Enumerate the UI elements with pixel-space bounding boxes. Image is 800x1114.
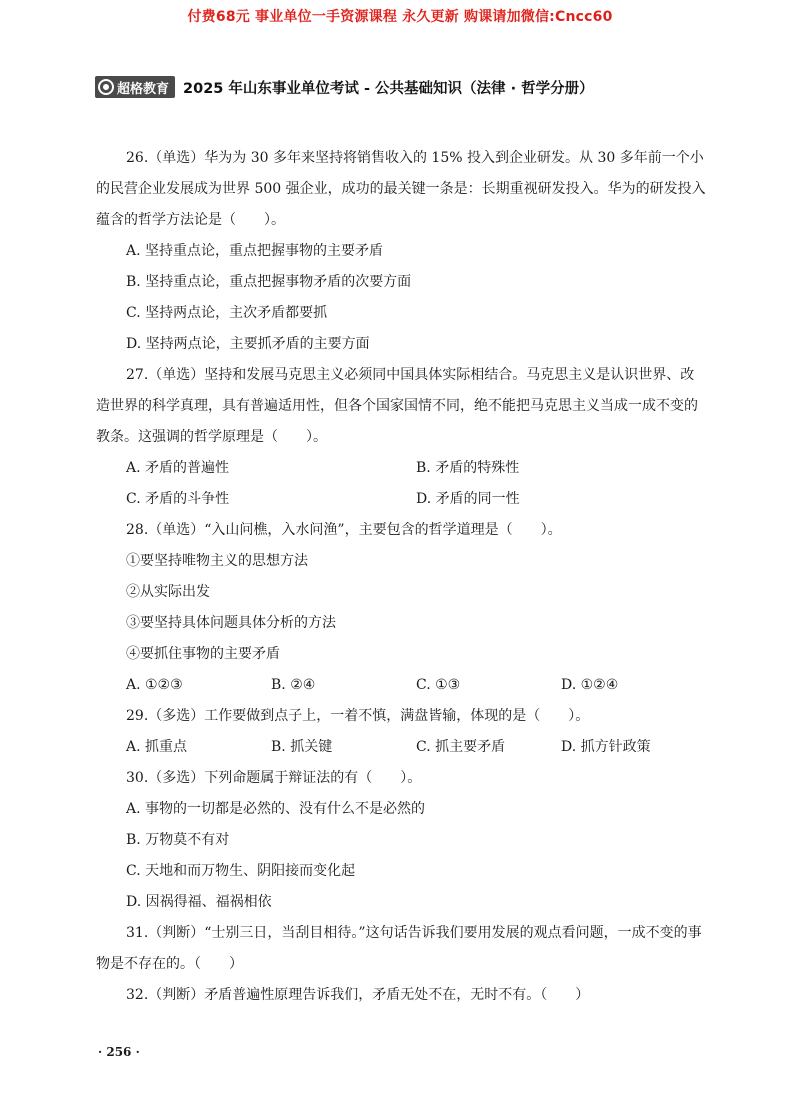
q27-options-row-2	[96, 484, 706, 515]
q28-option-a: A. ①②③	[126, 677, 183, 693]
question-26	[96, 143, 706, 236]
q28-item-3: ③要坚持具体问题具体分析的方法	[126, 615, 336, 631]
page-header	[95, 74, 594, 100]
question-28-stem: 28.（单选）“入山问樵，入水问渔”，主要包含的哲学道理是（ ）。	[126, 522, 562, 538]
q29-option-a: A. 抓重点	[126, 739, 188, 755]
q29-option-b: B. 抓关键	[271, 739, 333, 755]
q27-option-b: B. 矛盾的特殊性	[416, 460, 520, 476]
logo-text: 超格教育	[117, 81, 170, 97]
page-number: · 256 ·	[98, 1045, 140, 1059]
q26-option-a: A. 坚持重点论，重点把握事物的主要矛盾	[126, 243, 384, 259]
publisher-logo	[95, 76, 175, 98]
logo-icon	[98, 79, 114, 95]
q26-option-d: D. 坚持两点论，主要抓矛盾的主要方面	[126, 336, 370, 352]
promo-banner: 付费68元 事业单位一手资源课程 永久更新 购课请加微信:Cncc60	[187, 9, 613, 25]
q30-option-d: D. 因祸得福、福祸相依	[126, 894, 272, 910]
q29-option-c: C. 抓主要矛盾	[416, 739, 506, 755]
question-30-stem: 30.（多选）下列命题属于辩证法的有（ ）。	[126, 770, 422, 786]
q28-option-c: C. ①③	[416, 677, 461, 693]
q28-option-d: D. ①②④	[561, 677, 619, 693]
question-31-stem: 31.（判断）“士别三日，当刮目相待。”这句话告诉我们要用发展的观点看问题，一成不变的事物是不存在的。（ ）	[96, 925, 702, 972]
question-29-stem: 29.（多选）工作要做到点子上，一着不慎，满盘皆输，体现的是（ ）。	[126, 708, 590, 724]
q29-options-row	[96, 732, 706, 763]
q28-item-4: ④要抓住事物的主要矛盾	[126, 646, 280, 662]
q26-option-c: C. 坚持两点论，主次矛盾都要抓	[126, 305, 328, 321]
question-list	[96, 143, 706, 1011]
q27-option-a: A. 矛盾的普遍性	[126, 460, 230, 476]
q28-option-b: B. ②④	[271, 677, 316, 693]
q29-option-d: D. 抓方针政策	[561, 739, 651, 755]
question-26-stem: 26.（单选）华为为 30 多年来坚持将销售收入的 15% 投入到企业研发。从 30 多年前一个小的民营企业发展成为世界 500 强企业，成功的最关键一条是：长期重视研发投入。华为的研发投入蕴含的哲学方法论是（ ）。	[96, 150, 706, 228]
q30-option-b: B. 万物莫不有对	[126, 832, 230, 848]
q30-option-c: C. 天地和而万物生、阴阳接而变化起	[126, 863, 356, 879]
header-title: 2025 年山东事业单位考试 - 公共基础知识（法律 · 哲学分册）	[183, 80, 594, 97]
q27-options-row-1	[96, 453, 706, 484]
q28-item-2: ②从实际出发	[126, 584, 210, 600]
q28-options-row	[96, 670, 706, 701]
q26-option-b: B. 坚持重点论，重点把握事物矛盾的次要方面	[126, 274, 412, 290]
q28-item-1: ①要坚持唯物主义的思想方法	[126, 553, 308, 569]
q27-option-d: D. 矛盾的同一性	[416, 491, 520, 507]
question-32-stem: 32.（判断）矛盾普遍性原理告诉我们，矛盾无处不在，无时不有。（ ）	[126, 987, 590, 1003]
question-27-stem: 27.（单选）坚持和发展马克思主义必须同中国具体实际相结合。马克思主义是认识世界、改造世界的科学真理，具有普遍适用性，但各个国家国情不同，绝不能把马克思主义当成一成不变的教条。这强调的哲学原理是（ ）。	[96, 367, 698, 445]
q27-option-c: C. 矛盾的斗争性	[126, 491, 230, 507]
q30-option-a: A. 事物的一切都是必然的、没有什么不是必然的	[126, 801, 426, 817]
